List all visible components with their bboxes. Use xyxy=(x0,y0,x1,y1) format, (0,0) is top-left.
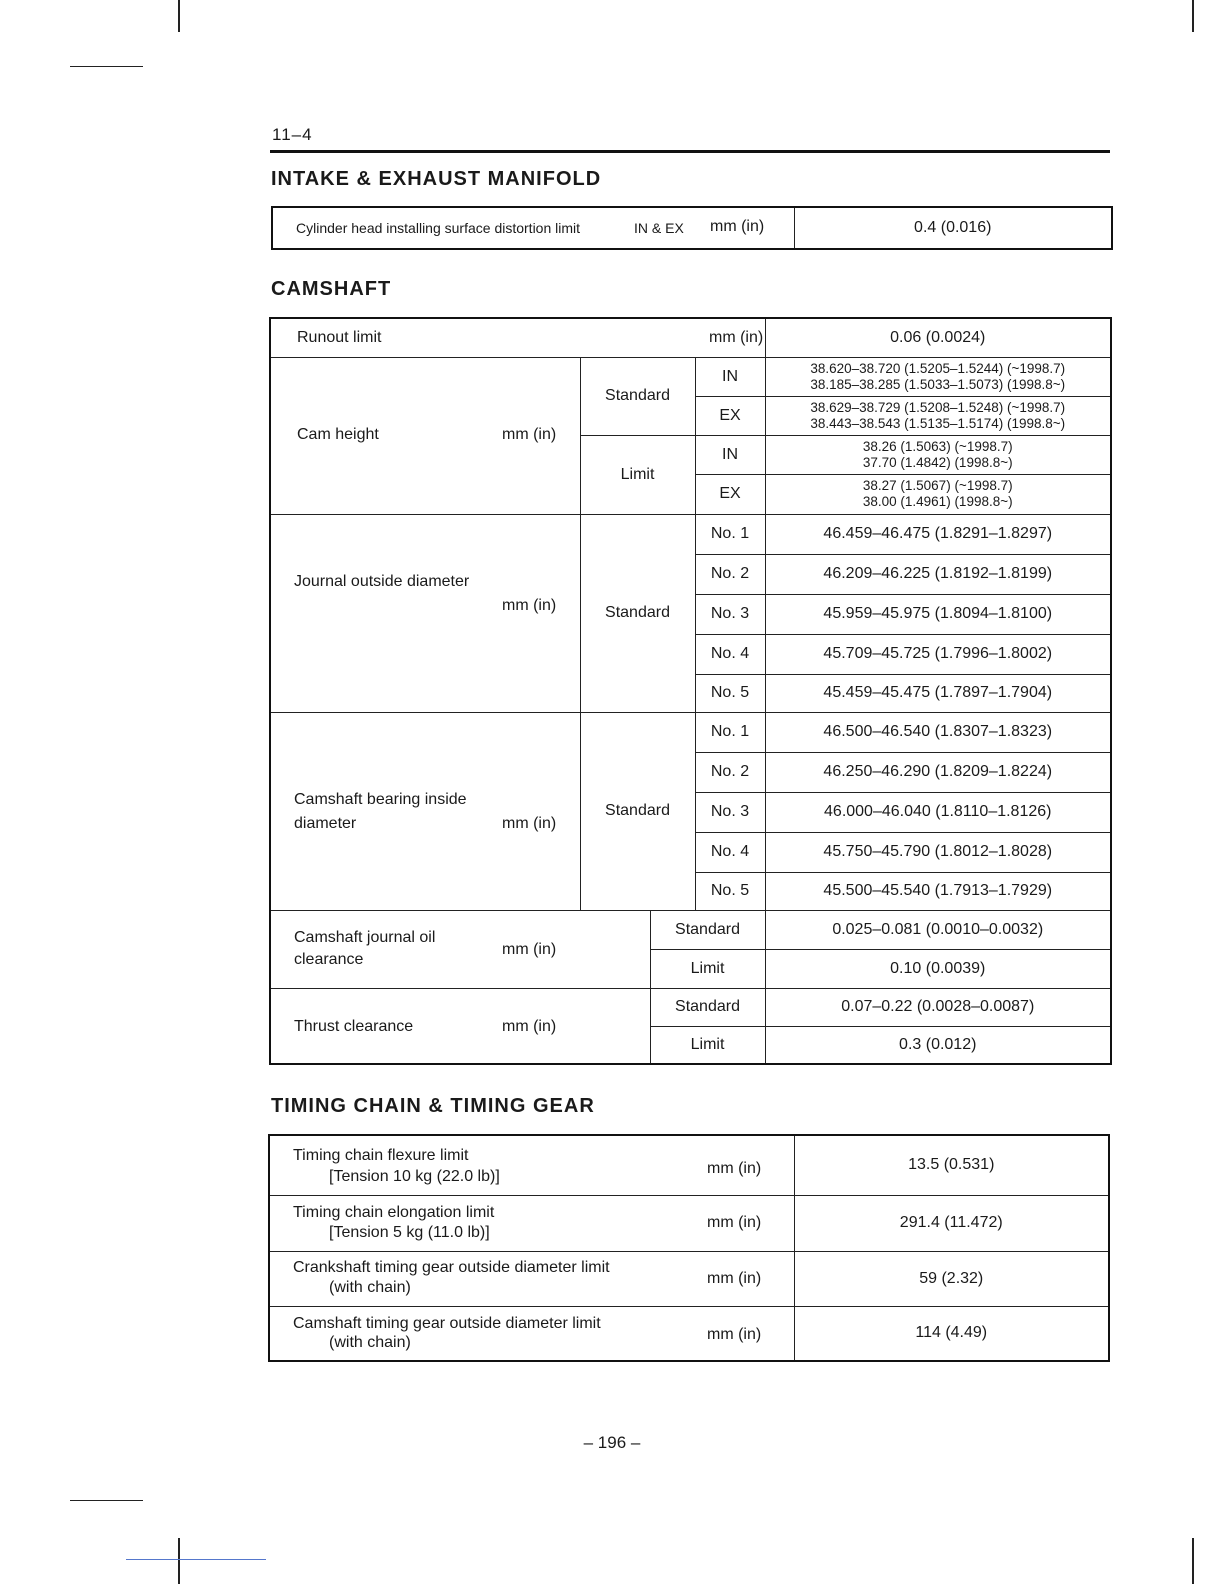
timing-row-value: 291.4 (11.472) xyxy=(794,1195,1109,1251)
distortion-label: Cylinder head installing surface distortion limit xyxy=(296,220,581,236)
cam-height-lim-ex-value-2: 38.00 (1.4961) (1998.8~) xyxy=(862,494,1013,509)
journal-label: Journal outside diameter xyxy=(294,572,470,590)
journal-no: No. 5 xyxy=(695,674,765,712)
cam-height-std-in-value-1: 38.620–38.720 (1.5205–1.5244) (~1998.7) xyxy=(810,360,1066,376)
timing-row-line2: [Tension 5 kg (11.0 lb)] xyxy=(329,1223,490,1241)
timing-row-unit: mm (in) xyxy=(707,1269,762,1287)
cam-height-std-in: IN xyxy=(695,357,765,396)
timing-table xyxy=(268,1134,1110,1362)
journal-value: 45.709–45.725 (1.7996–1.8002) xyxy=(765,634,1111,674)
bearing-label-line2: diameter xyxy=(294,814,357,832)
timing-row-value: 59 (2.32) xyxy=(794,1251,1109,1306)
journal-cell xyxy=(270,514,580,712)
bearing-cell xyxy=(270,712,580,910)
thrust-standard: Standard xyxy=(650,988,765,1026)
cam-height-unit: mm (in) xyxy=(502,425,557,443)
distortion-value: 0.4 (0.016) xyxy=(794,207,1112,249)
cam-height-std-in-values xyxy=(765,357,1111,396)
oil-clearance-label-line1: Camshaft journal oil xyxy=(294,928,436,946)
cam-height-lim-ex-values xyxy=(765,474,1111,514)
bearing-value: 46.000–46.040 (1.8110–1.8126) xyxy=(765,792,1111,832)
timing-row-unit: mm (in) xyxy=(707,1160,762,1177)
timing-row-label xyxy=(269,1251,794,1306)
timing-row-line1: Crankshaft timing gear outside diameter limit xyxy=(293,1258,610,1276)
distortion-unit: mm (in) xyxy=(710,218,765,235)
cam-height-std-ex-values xyxy=(765,396,1111,435)
journal-no: No. 1 xyxy=(695,514,765,554)
timing-row-label xyxy=(269,1135,794,1195)
distortion-scope: IN & EX xyxy=(634,220,684,236)
bearing-no: No. 4 xyxy=(695,832,765,872)
timing-row-line2: (with chain) xyxy=(329,1333,411,1351)
crop-mark-left-upper xyxy=(70,66,143,67)
bearing-label-line1: Camshaft bearing inside xyxy=(294,790,467,808)
oil-clearance-label-line2: clearance xyxy=(294,950,364,968)
intake-exhaust-title: INTAKE & EXHAUST MANIFOLD xyxy=(271,168,602,190)
runout-unit: mm (in) xyxy=(709,329,764,346)
timing-row-value: 114 (4.49) xyxy=(794,1306,1109,1361)
oil-clearance-cell xyxy=(270,910,650,988)
bearing-value: 46.250–46.290 (1.8209–1.8224) xyxy=(765,752,1111,792)
bearing-value: 45.500–45.540 (1.7913–1.7929) xyxy=(765,872,1111,910)
journal-standard: Standard xyxy=(580,514,695,712)
journal-unit: mm (in) xyxy=(502,596,557,614)
cam-height-std-ex-value-1: 38.629–38.729 (1.5208–1.5248) (~1998.7) xyxy=(810,399,1066,415)
intake-exhaust-table xyxy=(271,206,1113,250)
bearing-value: 45.750–45.790 (1.8012–1.8028) xyxy=(765,832,1111,872)
timing-row-unit: mm (in) xyxy=(707,1325,762,1343)
bearing-no: No. 3 xyxy=(695,792,765,832)
cam-height-standard: Standard xyxy=(580,357,695,435)
timing-row-label xyxy=(269,1195,794,1251)
page-number: – 196 – xyxy=(583,1433,641,1452)
journal-value: 46.209–46.225 (1.8192–1.8199) xyxy=(765,554,1111,594)
bearing-unit: mm (in) xyxy=(502,814,557,832)
thrust-limit: Limit xyxy=(650,1026,765,1064)
timing-row-line1: Timing chain flexure limit xyxy=(293,1147,469,1164)
thrust-label: Thrust clearance xyxy=(294,1017,414,1035)
bearing-standard: Standard xyxy=(580,712,695,910)
runout-value: 0.06 (0.0024) xyxy=(765,318,1111,357)
timing-row-line2: [Tension 10 kg (22.0 lb)] xyxy=(329,1168,500,1185)
cam-height-std-in-value-2: 38.185–38.285 (1.5033–1.5073) (1998.8~) xyxy=(810,376,1066,392)
cam-height-lim-in-values xyxy=(765,435,1111,474)
cam-height-std-ex-value-2: 38.443–38.543 (1.5135–1.5174) (1998.8~) xyxy=(810,415,1066,431)
cam-height-lim-in-value-2: 37.70 (1.4842) (1998.8~) xyxy=(862,454,1013,470)
thrust-standard-value: 0.07–0.22 (0.0028–0.0087) xyxy=(765,988,1111,1026)
cam-height-cell xyxy=(270,357,580,514)
thrust-cell xyxy=(270,988,650,1064)
runout-cell xyxy=(270,318,765,357)
cam-height-label: Cam height xyxy=(297,425,379,443)
journal-value: 46.459–46.475 (1.8291–1.8297) xyxy=(765,514,1111,554)
oil-clearance-limit: Limit xyxy=(650,949,765,988)
cam-height-lim-in-value-1: 38.26 (1.5063) (~1998.7) xyxy=(862,438,1013,454)
cam-height-limit: Limit xyxy=(580,435,695,514)
timing-row-unit: mm (in) xyxy=(707,1213,762,1231)
crop-mark-left-lower xyxy=(70,1500,143,1501)
crop-mark-top-right xyxy=(1192,0,1194,32)
oil-clearance-limit-value: 0.10 (0.0039) xyxy=(765,949,1111,988)
crop-mark-top-left xyxy=(178,0,180,32)
timing-title: TIMING CHAIN & TIMING GEAR xyxy=(271,1095,595,1117)
bearing-no: No. 5 xyxy=(695,872,765,910)
journal-no: No. 2 xyxy=(695,554,765,594)
distortion-cell xyxy=(272,207,794,249)
timing-row-line1: Camshaft timing gear outside diameter limit xyxy=(293,1314,601,1332)
journal-value: 45.459–45.475 (1.7897–1.7904) xyxy=(765,674,1111,712)
timing-row-line2: (with chain) xyxy=(329,1278,411,1296)
oil-clearance-standard-value: 0.025–0.081 (0.0010–0.0032) xyxy=(765,910,1111,949)
journal-value: 45.959–45.975 (1.8094–1.8100) xyxy=(765,594,1111,634)
cam-height-std-ex: EX xyxy=(695,396,765,435)
header-rule xyxy=(270,150,1110,153)
section-number: 11–4 xyxy=(272,125,313,144)
timing-row-label xyxy=(269,1306,794,1361)
bearing-no: No. 2 xyxy=(695,752,765,792)
bearing-no: No. 1 xyxy=(695,712,765,752)
crop-mark-bottom-right xyxy=(1192,1538,1194,1584)
journal-no: No. 4 xyxy=(695,634,765,674)
crop-mark-bottom-line xyxy=(126,1559,266,1560)
timing-row-value: 13.5 (0.531) xyxy=(794,1135,1109,1195)
oil-clearance-standard: Standard xyxy=(650,910,765,949)
thrust-unit: mm (in) xyxy=(502,1017,557,1035)
thrust-limit-value: 0.3 (0.012) xyxy=(765,1026,1111,1064)
crop-mark-bottom-left xyxy=(178,1538,180,1584)
cam-height-lim-ex: EX xyxy=(695,474,765,514)
camshaft-title: CAMSHAFT xyxy=(271,278,392,300)
oil-clearance-unit: mm (in) xyxy=(502,940,557,958)
camshaft-table xyxy=(269,317,1112,1065)
cam-height-lim-in: IN xyxy=(695,435,765,474)
timing-row-line1: Timing chain elongation limit xyxy=(293,1203,495,1221)
bearing-value: 46.500–46.540 (1.8307–1.8323) xyxy=(765,712,1111,752)
runout-label: Runout limit xyxy=(297,329,382,346)
journal-no: No. 3 xyxy=(695,594,765,634)
cam-height-lim-ex-value-1: 38.27 (1.5067) (~1998.7) xyxy=(862,478,1013,493)
